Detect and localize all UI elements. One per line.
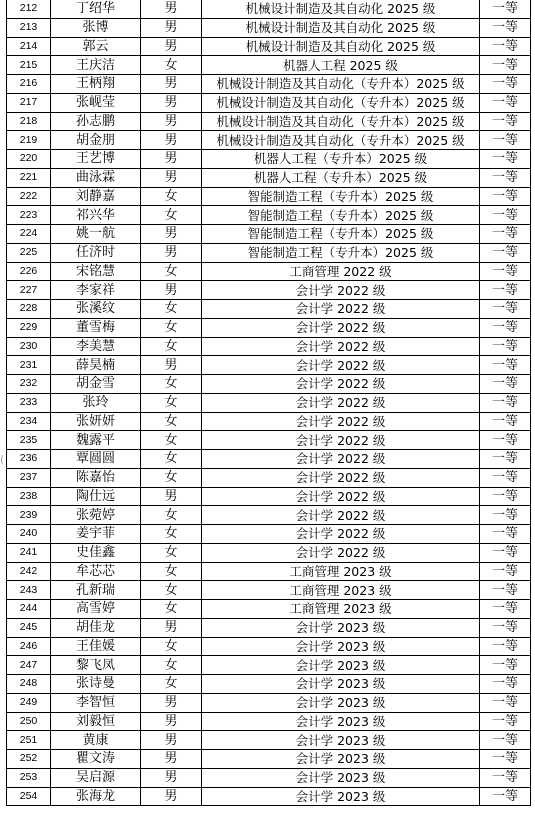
student-name-cell: 胡金雪: [51, 375, 141, 394]
major-class-cell: 智能制造工程（专升本）2025 级: [202, 206, 480, 225]
table-row: [7, 0, 531, 18]
gender-cell: 女: [141, 581, 202, 600]
award-level-cell: 一等: [480, 693, 531, 712]
major-class-cell: 会计学 2023 级: [202, 731, 480, 750]
award-level-cell: 一等: [480, 506, 531, 525]
gender-cell: 男: [141, 131, 202, 150]
gender-cell: 女: [141, 375, 202, 394]
student-name-cell: 王庆洁: [51, 56, 141, 75]
award-level-cell: 一等: [480, 412, 531, 431]
gender-cell: 女: [141, 525, 202, 544]
row-number-cell: 246: [7, 637, 51, 656]
table-row: [7, 525, 531, 544]
row-number-cell: 241: [7, 543, 51, 562]
student-name-cell: 张诗曼: [51, 675, 141, 694]
major-class-cell: 机械设计制造及其自动化（专升本）2025 级: [202, 131, 480, 150]
major-class-cell: 智能制造工程（专升本）2025 级: [202, 243, 480, 262]
award-level-cell: 一等: [480, 768, 531, 787]
gender-cell: 男: [141, 37, 202, 56]
table-row: [7, 187, 531, 206]
award-level-cell: 一等: [480, 131, 531, 150]
gender-cell: 男: [141, 487, 202, 506]
table-row: [7, 300, 531, 319]
table-row: [7, 675, 531, 694]
award-level-cell: 一等: [480, 562, 531, 581]
table-row: [7, 506, 531, 525]
table-row: [7, 618, 531, 637]
major-class-cell: 会计学 2022 级: [202, 337, 480, 356]
award-level-cell: 一等: [480, 375, 531, 394]
student-name-cell: 牟芯芯: [51, 562, 141, 581]
student-name-cell: 黄康: [51, 731, 141, 750]
major-class-cell: 会计学 2023 级: [202, 656, 480, 675]
row-number-cell: 228: [7, 300, 51, 319]
student-name-cell: 姜宇菲: [51, 525, 141, 544]
table-row: [7, 37, 531, 56]
major-class-cell: 会计学 2023 级: [202, 787, 480, 806]
table-row: [7, 393, 531, 412]
major-class-cell: 会计学 2022 级: [202, 506, 480, 525]
student-name-cell: 吴启源: [51, 768, 141, 787]
gender-cell: 女: [141, 562, 202, 581]
gender-cell: 女: [141, 318, 202, 337]
student-name-cell: 张溪纹: [51, 300, 141, 319]
major-class-cell: 会计学 2023 级: [202, 768, 480, 787]
row-number-cell: 253: [7, 768, 51, 787]
gender-cell: 女: [141, 56, 202, 75]
table-row: [7, 712, 531, 731]
major-class-cell: 会计学 2023 级: [202, 693, 480, 712]
table-row: [7, 487, 531, 506]
gender-cell: 女: [141, 450, 202, 469]
major-class-cell: 智能制造工程（专升本）2025 级: [202, 187, 480, 206]
student-name-cell: 曲泳霖: [51, 168, 141, 187]
row-number-cell: 218: [7, 112, 51, 131]
gender-cell: 男: [141, 18, 202, 37]
award-table: [6, 0, 531, 806]
row-number-cell: 227: [7, 281, 51, 300]
table-row: [7, 431, 531, 450]
table-row: [7, 412, 531, 431]
major-class-cell: 会计学 2022 级: [202, 450, 480, 469]
row-number-cell: 224: [7, 225, 51, 244]
major-class-cell: 工商管理 2023 级: [202, 562, 480, 581]
major-class-cell: 机器人工程 2025 级: [202, 56, 480, 75]
major-class-cell: 机器人工程（专升本）2025 级: [202, 168, 480, 187]
major-class-cell: 会计学 2022 级: [202, 300, 480, 319]
table-row: [7, 750, 531, 769]
award-level-cell: 一等: [480, 787, 531, 806]
table-row: [7, 168, 531, 187]
major-class-cell: 机器人工程（专升本）2025 级: [202, 150, 480, 169]
row-number-cell: 216: [7, 75, 51, 94]
gender-cell: 女: [141, 506, 202, 525]
major-class-cell: 会计学 2022 级: [202, 431, 480, 450]
table-row: [7, 450, 531, 469]
table-row: [7, 56, 531, 75]
award-level-cell: 一等: [480, 712, 531, 731]
table-row: [7, 656, 531, 675]
student-name-cell: 张菀婷: [51, 506, 141, 525]
table-row: [7, 787, 531, 806]
gender-cell: 男: [141, 618, 202, 637]
gender-cell: 女: [141, 262, 202, 281]
major-class-cell: 机械设计制造及其自动化（专升本）2025 级: [202, 93, 480, 112]
table-row: [7, 562, 531, 581]
row-number-cell: 219: [7, 131, 51, 150]
gender-cell: 女: [141, 600, 202, 619]
major-class-cell: 会计学 2022 级: [202, 412, 480, 431]
gender-cell: 女: [141, 187, 202, 206]
row-number-cell: 232: [7, 375, 51, 394]
award-level-cell: 一等: [480, 300, 531, 319]
gender-cell: 男: [141, 356, 202, 375]
row-number-cell: 225: [7, 243, 51, 262]
row-number-cell: 214: [7, 37, 51, 56]
student-name-cell: 宋铭慧: [51, 262, 141, 281]
award-level-cell: 一等: [480, 431, 531, 450]
gender-cell: 男: [141, 768, 202, 787]
row-number-cell: 215: [7, 56, 51, 75]
row-number-cell: 230: [7, 337, 51, 356]
award-level-cell: 一等: [480, 150, 531, 169]
award-level-cell: 一等: [480, 637, 531, 656]
student-name-cell: 刘静嘉: [51, 187, 141, 206]
gender-cell: 男: [141, 731, 202, 750]
award-level-cell: 一等: [480, 468, 531, 487]
gender-cell: 男: [141, 693, 202, 712]
major-class-cell: 会计学 2022 级: [202, 318, 480, 337]
row-number-cell: 236: [7, 450, 51, 469]
major-class-cell: 会计学 2022 级: [202, 375, 480, 394]
table-row: [7, 600, 531, 619]
student-name-cell: 黎飞凤: [51, 656, 141, 675]
major-class-cell: 会计学 2022 级: [202, 525, 480, 544]
major-class-cell: 会计学 2022 级: [202, 356, 480, 375]
gender-cell: 男: [141, 750, 202, 769]
gender-cell: 女: [141, 337, 202, 356]
row-number-cell: 243: [7, 581, 51, 600]
student-name-cell: 史佳鑫: [51, 543, 141, 562]
award-level-cell: 一等: [480, 600, 531, 619]
award-level-cell: 一等: [480, 206, 531, 225]
row-number-cell: 252: [7, 750, 51, 769]
row-number-cell: 238: [7, 487, 51, 506]
row-number-cell: 251: [7, 731, 51, 750]
award-level-cell: 一等: [480, 450, 531, 469]
student-name-cell: 姚一航: [51, 225, 141, 244]
gender-cell: 男: [141, 112, 202, 131]
row-number-cell: 244: [7, 600, 51, 619]
table-row: [7, 768, 531, 787]
table-row: [7, 356, 531, 375]
row-number-cell: 239: [7, 506, 51, 525]
row-number-cell: 247: [7, 656, 51, 675]
award-level-cell: 一等: [480, 18, 531, 37]
student-name-cell: 张岘莹: [51, 93, 141, 112]
major-class-cell: 机械设计制造及其自动化 2025 级: [202, 37, 480, 56]
major-class-cell: 会计学 2023 级: [202, 712, 480, 731]
student-name-cell: 张海龙: [51, 787, 141, 806]
major-class-cell: 会计学 2023 级: [202, 675, 480, 694]
student-name-cell: 郭云: [51, 37, 141, 56]
row-number-cell: 234: [7, 412, 51, 431]
student-name-cell: 薛昊楠: [51, 356, 141, 375]
award-level-cell: 一等: [480, 243, 531, 262]
major-class-cell: 工商管理 2023 级: [202, 600, 480, 619]
gender-cell: 男: [141, 168, 202, 187]
student-name-cell: 魏露平: [51, 431, 141, 450]
table-row: [7, 225, 531, 244]
award-level-cell: 一等: [480, 656, 531, 675]
table-row: [7, 543, 531, 562]
award-level-cell: 一等: [480, 618, 531, 637]
row-number-cell: 237: [7, 468, 51, 487]
table-row: [7, 150, 531, 169]
scroll-marker: (: [0, 455, 4, 466]
gender-cell: 女: [141, 675, 202, 694]
student-name-cell: 王佳媛: [51, 637, 141, 656]
major-class-cell: 机械设计制造及其自动化 2025 级: [202, 0, 480, 18]
gender-cell: 女: [141, 543, 202, 562]
award-level-cell: 一等: [480, 75, 531, 94]
award-level-cell: 一等: [480, 750, 531, 769]
table-row: [7, 18, 531, 37]
award-level-cell: 一等: [480, 337, 531, 356]
row-number-cell: 250: [7, 712, 51, 731]
award-level-cell: 一等: [480, 731, 531, 750]
student-name-cell: 任济时: [51, 243, 141, 262]
row-number-cell: 240: [7, 525, 51, 544]
student-name-cell: 刘毅恒: [51, 712, 141, 731]
student-name-cell: 祁兴华: [51, 206, 141, 225]
gender-cell: 男: [141, 150, 202, 169]
student-name-cell: 张玲: [51, 393, 141, 412]
award-level-cell: 一等: [480, 525, 531, 544]
row-number-cell: 245: [7, 618, 51, 637]
gender-cell: 男: [141, 712, 202, 731]
major-class-cell: 智能制造工程（专升本）2025 级: [202, 225, 480, 244]
table-row: [7, 93, 531, 112]
row-number-cell: 233: [7, 393, 51, 412]
student-name-cell: 李美慧: [51, 337, 141, 356]
row-number-cell: 235: [7, 431, 51, 450]
gender-cell: 男: [141, 93, 202, 112]
award-level-cell: 一等: [480, 93, 531, 112]
major-class-cell: 会计学 2022 级: [202, 487, 480, 506]
gender-cell: 女: [141, 656, 202, 675]
table-row: [7, 693, 531, 712]
major-class-cell: 会计学 2022 级: [202, 468, 480, 487]
row-number-cell: 226: [7, 262, 51, 281]
row-number-cell: 220: [7, 150, 51, 169]
major-class-cell: 会计学 2023 级: [202, 618, 480, 637]
student-name-cell: 董雪梅: [51, 318, 141, 337]
student-name-cell: 覃圆圆: [51, 450, 141, 469]
award-level-cell: 一等: [480, 356, 531, 375]
award-list-page: [6, 0, 530, 806]
gender-cell: 女: [141, 412, 202, 431]
gender-cell: 女: [141, 206, 202, 225]
student-name-cell: 李智恒: [51, 693, 141, 712]
row-number-cell: 222: [7, 187, 51, 206]
row-number-cell: 229: [7, 318, 51, 337]
table-row: [7, 375, 531, 394]
student-name-cell: 胡金朋: [51, 131, 141, 150]
table-row: [7, 731, 531, 750]
table-row: [7, 468, 531, 487]
major-class-cell: 机械设计制造及其自动化（专升本）2025 级: [202, 112, 480, 131]
student-name-cell: 陶仕远: [51, 487, 141, 506]
table-row: [7, 75, 531, 94]
table-row: [7, 318, 531, 337]
row-number-cell: 231: [7, 356, 51, 375]
award-level-cell: 一等: [480, 56, 531, 75]
major-class-cell: 工商管理 2023 级: [202, 581, 480, 600]
major-class-cell: 机械设计制造及其自动化 2025 级: [202, 18, 480, 37]
award-level-cell: 一等: [480, 262, 531, 281]
row-number-cell: 249: [7, 693, 51, 712]
major-class-cell: 会计学 2022 级: [202, 393, 480, 412]
row-number-cell: 248: [7, 675, 51, 694]
award-level-cell: 一等: [480, 487, 531, 506]
award-level-cell: 一等: [480, 675, 531, 694]
row-number-cell: 254: [7, 787, 51, 806]
award-level-cell: 一等: [480, 0, 531, 18]
gender-cell: 女: [141, 468, 202, 487]
major-class-cell: 会计学 2022 级: [202, 543, 480, 562]
major-class-cell: 会计学 2023 级: [202, 750, 480, 769]
student-name-cell: 陈嘉怡: [51, 468, 141, 487]
major-class-cell: 工商管理 2022 级: [202, 262, 480, 281]
award-level-cell: 一等: [480, 37, 531, 56]
award-level-cell: 一等: [480, 187, 531, 206]
award-level-cell: 一等: [480, 281, 531, 300]
student-name-cell: 张妍妍: [51, 412, 141, 431]
gender-cell: 男: [141, 281, 202, 300]
student-name-cell: 孔新瑞: [51, 581, 141, 600]
gender-cell: 男: [141, 0, 202, 18]
row-number-cell: 212: [7, 0, 51, 18]
student-name-cell: 胡佳龙: [51, 618, 141, 637]
row-number-cell: 242: [7, 562, 51, 581]
table-row: [7, 262, 531, 281]
gender-cell: 女: [141, 431, 202, 450]
gender-cell: 女: [141, 637, 202, 656]
gender-cell: 男: [141, 787, 202, 806]
award-level-cell: 一等: [480, 168, 531, 187]
row-number-cell: 223: [7, 206, 51, 225]
major-class-cell: 会计学 2022 级: [202, 281, 480, 300]
gender-cell: 男: [141, 243, 202, 262]
student-name-cell: 张博: [51, 18, 141, 37]
major-class-cell: 机械设计制造及其自动化（专升本）2025 级: [202, 75, 480, 94]
table-row: [7, 206, 531, 225]
major-class-cell: 会计学 2023 级: [202, 637, 480, 656]
table-row: [7, 281, 531, 300]
row-number-cell: 213: [7, 18, 51, 37]
table-row: [7, 112, 531, 131]
award-level-cell: 一等: [480, 581, 531, 600]
award-level-cell: 一等: [480, 543, 531, 562]
award-table-body: [7, 0, 531, 806]
table-row: [7, 581, 531, 600]
student-name-cell: 李家祥: [51, 281, 141, 300]
student-name-cell: 丁绍华: [51, 0, 141, 18]
student-name-cell: 王柄翔: [51, 75, 141, 94]
table-row: [7, 131, 531, 150]
student-name-cell: 瞿文涛: [51, 750, 141, 769]
gender-cell: 女: [141, 393, 202, 412]
table-row: [7, 337, 531, 356]
row-number-cell: 221: [7, 168, 51, 187]
student-name-cell: 高雪婷: [51, 600, 141, 619]
gender-cell: 男: [141, 75, 202, 94]
student-name-cell: 孙志鹏: [51, 112, 141, 131]
award-level-cell: 一等: [480, 225, 531, 244]
row-number-cell: 217: [7, 93, 51, 112]
table-row: [7, 637, 531, 656]
award-level-cell: 一等: [480, 112, 531, 131]
gender-cell: 男: [141, 225, 202, 244]
award-level-cell: 一等: [480, 393, 531, 412]
award-level-cell: 一等: [480, 318, 531, 337]
table-row: [7, 243, 531, 262]
gender-cell: 女: [141, 300, 202, 319]
student-name-cell: 王艺博: [51, 150, 141, 169]
